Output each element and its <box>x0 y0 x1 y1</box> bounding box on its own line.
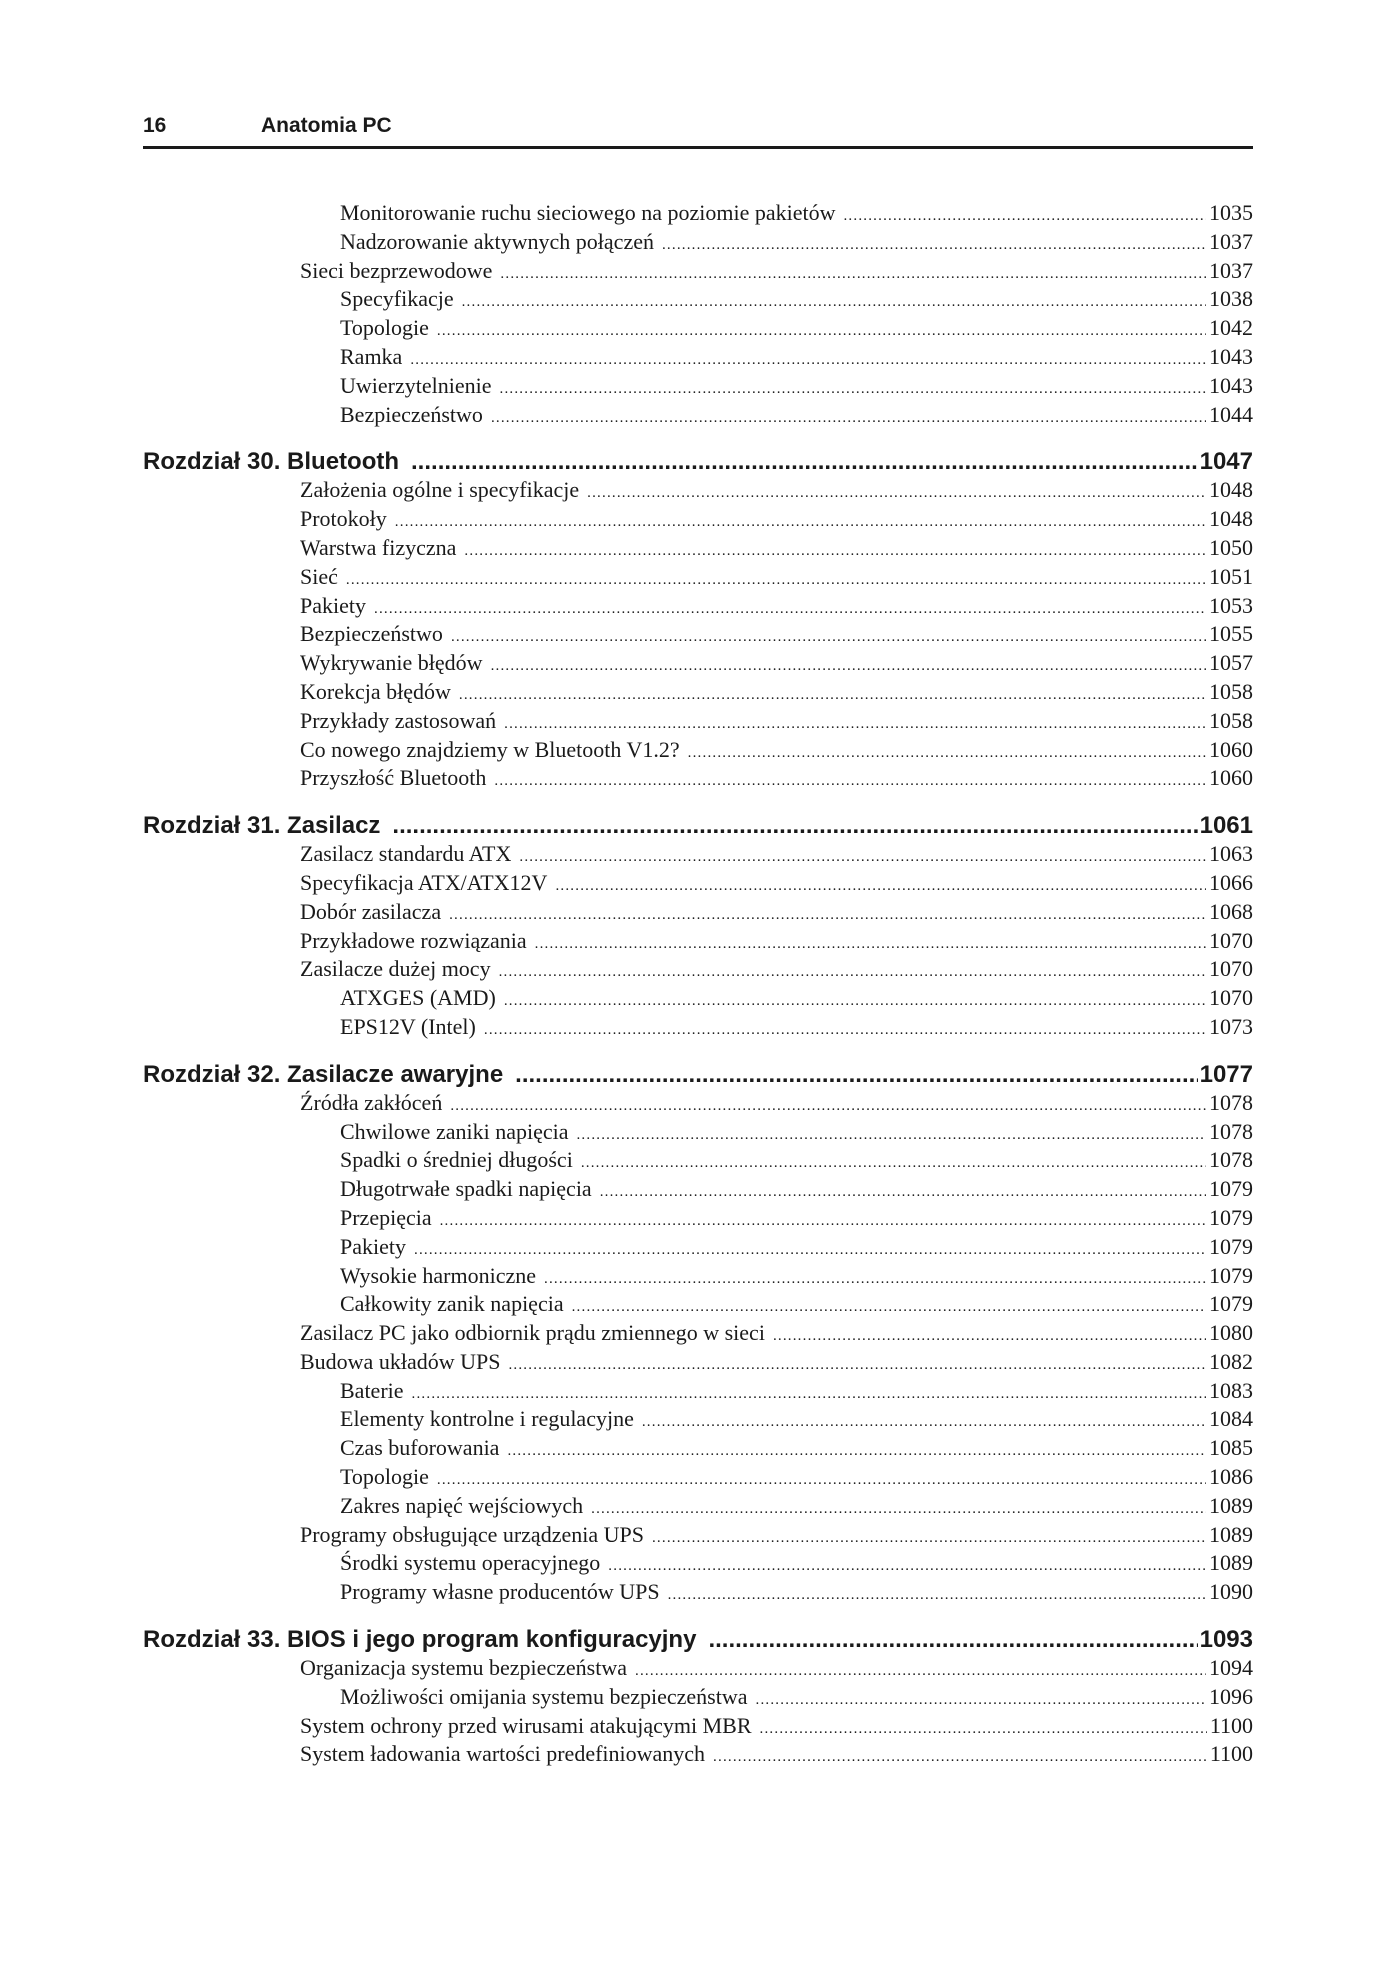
toc-entry-title: Korekcja błędów <box>300 678 451 704</box>
toc-entry-title: Rozdział 31. Zasilacz <box>143 812 381 840</box>
toc-entry-title: System ochrony przed wirusami atakującymi MBR <box>300 1712 752 1738</box>
dot-leader <box>500 260 1206 289</box>
toc-entry <box>143 955 1253 984</box>
dot-leader <box>555 872 1206 901</box>
toc-entry-title: Czas buforowania <box>340 1435 500 1461</box>
toc-entry-page: 1100 <box>1209 1712 1253 1738</box>
dot-leader <box>440 1207 1206 1236</box>
toc-entry-page: 1044 <box>1209 401 1253 427</box>
toc-chapter-entry <box>143 811 1253 840</box>
toc-entry-page: 1043 <box>1209 343 1253 369</box>
toc-entry <box>143 1521 1253 1550</box>
toc-entry <box>143 649 1253 678</box>
toc-entry-page: 1053 <box>1209 592 1253 618</box>
toc-entry <box>143 1348 1253 1377</box>
toc-entry-page: 1089 <box>1209 1521 1253 1547</box>
dot-leader <box>608 1552 1206 1581</box>
toc-entry <box>143 592 1253 621</box>
toc-entry-page: 1057 <box>1209 650 1253 676</box>
toc-entry-page: 1082 <box>1209 1348 1253 1374</box>
toc-entry <box>143 476 1253 505</box>
toc-entry-page: 1050 <box>1209 534 1253 560</box>
toc-entry-page: 1080 <box>1209 1320 1253 1346</box>
dot-leader <box>756 1686 1207 1715</box>
toc-entry <box>143 1118 1253 1147</box>
dot-leader <box>519 843 1206 872</box>
dot-leader <box>374 595 1206 624</box>
toc-entry-title: Bezpieczeństwo <box>340 401 483 427</box>
toc-entry <box>143 372 1253 401</box>
toc-entry-title: Bezpieczeństwo <box>300 621 443 647</box>
toc-entry <box>143 563 1253 592</box>
toc-entry <box>143 1492 1253 1521</box>
dot-leader <box>508 1351 1206 1380</box>
dot-leader <box>668 1581 1206 1610</box>
toc-entry <box>143 1089 1253 1118</box>
toc-entry-page: 1060 <box>1209 736 1253 762</box>
toc-entry <box>143 1683 1253 1712</box>
toc-entry-page: 1037 <box>1209 257 1253 283</box>
dot-leader <box>600 1178 1206 1207</box>
toc-entry <box>143 707 1253 736</box>
table-of-contents <box>143 199 1253 1769</box>
toc-entry-page: 1070 <box>1209 927 1253 953</box>
toc-entry-page: 1085 <box>1209 1435 1253 1461</box>
toc-entry-page: 1048 <box>1209 477 1253 503</box>
toc-entry-title: Sieć <box>300 563 338 589</box>
toc-entry-title: Specyfikacje <box>340 286 454 312</box>
toc-entry <box>143 736 1253 765</box>
toc-entry-page: 1058 <box>1209 707 1253 733</box>
toc-entry <box>143 678 1253 707</box>
toc-entry-page: 1078 <box>1209 1118 1253 1144</box>
dot-leader <box>760 1715 1207 1744</box>
toc-entry-title: Przykłady zastosowań <box>300 707 497 733</box>
toc-entry-page: 1060 <box>1209 765 1253 791</box>
toc-entry-title: Chwilowe zaniki napięcia <box>340 1118 569 1144</box>
toc-entry-title: Założenia ogólne i specyfikacje <box>300 477 580 503</box>
toc-entry-title: Budowa układów UPS <box>300 1348 501 1374</box>
toc-entry-title: Zakres napięć wejściowych <box>340 1492 584 1518</box>
toc-entry-page: 1051 <box>1209 563 1253 589</box>
toc-entry-page: 1079 <box>1209 1204 1253 1230</box>
toc-entry-title: Organizacja systemu bezpieczeństwa <box>300 1655 628 1681</box>
toc-entry <box>143 927 1253 956</box>
dot-leader <box>395 508 1206 537</box>
toc-entry-page: 1079 <box>1209 1176 1253 1202</box>
toc-entry <box>143 1262 1253 1291</box>
toc-entry-page: 1100 <box>1209 1741 1253 1767</box>
toc-entry-title: Programy własne producentów UPS <box>340 1579 660 1605</box>
dot-leader <box>507 1437 1206 1466</box>
toc-entry-title: Programy obsługujące urządzenia UPS <box>300 1521 644 1547</box>
toc-entry-title: Całkowity zanik napięcia <box>340 1291 564 1317</box>
toc-entry <box>143 1377 1253 1406</box>
dot-leader <box>576 1121 1206 1150</box>
dot-leader <box>451 623 1206 652</box>
toc-entry <box>143 1405 1253 1434</box>
toc-entry-page: 1058 <box>1209 678 1253 704</box>
dot-leader <box>392 811 1197 840</box>
toc-entry-title: Nadzorowanie aktywnych połączeń <box>340 228 654 254</box>
toc-entry-page: 1078 <box>1209 1089 1253 1115</box>
toc-entry-title: Źródła zakłóceń <box>300 1089 443 1115</box>
toc-entry <box>143 1578 1253 1607</box>
toc-entry-title: Możliwości omijania systemu bezpieczeństwa <box>340 1683 748 1709</box>
toc-entry-page: 1066 <box>1209 869 1253 895</box>
dot-leader <box>494 767 1206 796</box>
toc-entry-title: Przyszłość Bluetooth <box>300 765 487 791</box>
toc-entry <box>143 1175 1253 1204</box>
toc-entry-title: Przykładowe rozwiązania <box>300 927 527 953</box>
toc-entry-title: Dobór zasilacza <box>300 898 442 924</box>
toc-entry <box>143 1204 1253 1233</box>
toc-entry-page: 1090 <box>1209 1579 1253 1605</box>
toc-entry <box>143 764 1253 793</box>
toc-entry-page: 1047 <box>1199 448 1253 476</box>
toc-entry-title: Warstwa fizyczna <box>300 534 457 560</box>
toc-entry-page: 1070 <box>1209 985 1253 1011</box>
toc-entry <box>143 401 1253 430</box>
toc-entry-title: Rozdział 32. Zasilacze awaryjne <box>143 1060 504 1088</box>
dot-leader <box>642 1408 1206 1437</box>
toc-entry-title: Spadki o średniej długości <box>340 1147 573 1173</box>
toc-entry-title: Sieci bezprzewodowe <box>300 257 493 283</box>
toc-entry-page: 1055 <box>1209 621 1253 647</box>
toc-entry <box>143 840 1253 869</box>
toc-entry-page: 1079 <box>1209 1233 1253 1259</box>
toc-entry-page: 1037 <box>1209 228 1253 254</box>
toc-entry-title: Co nowego znajdziemy w Bluetooth V1.2? <box>300 736 680 762</box>
toc-entry-page: 1084 <box>1209 1406 1253 1432</box>
toc-entry-title: Środki systemu operacyjnego <box>340 1550 601 1576</box>
toc-entry-title: Przepięcia <box>340 1204 432 1230</box>
toc-entry-page: 1094 <box>1209 1655 1253 1681</box>
toc-entry-page: 1077 <box>1199 1060 1253 1088</box>
dot-leader <box>652 1524 1206 1553</box>
dot-leader <box>591 1495 1206 1524</box>
toc-entry <box>143 1013 1253 1042</box>
toc-entry <box>143 1146 1253 1175</box>
toc-entry-title: Wysokie harmoniczne <box>340 1262 536 1288</box>
toc-entry-title: Protokoły <box>300 506 387 532</box>
toc-entry <box>143 1740 1253 1769</box>
dot-leader <box>437 317 1206 346</box>
toc-entry-page: 1035 <box>1209 200 1253 225</box>
toc-entry <box>143 534 1253 563</box>
dot-leader <box>515 1060 1197 1089</box>
dot-leader <box>504 987 1206 1016</box>
toc-entry <box>143 285 1253 314</box>
toc-entry <box>143 620 1253 649</box>
dot-leader <box>500 375 1207 404</box>
dot-leader <box>581 1149 1206 1178</box>
toc-entry-page: 1089 <box>1209 1550 1253 1576</box>
toc-entry <box>143 1654 1253 1683</box>
toc-entry-title: System ładowania wartości predefiniowanych <box>300 1741 706 1767</box>
dot-leader <box>662 231 1206 260</box>
toc-entry-page: 1079 <box>1209 1291 1253 1317</box>
toc-entry-page: 1043 <box>1209 372 1253 398</box>
toc-chapter-entry <box>143 1060 1253 1089</box>
toc-chapter-entry <box>143 1625 1253 1654</box>
toc-entry <box>143 343 1253 372</box>
dot-leader <box>688 739 1206 768</box>
dot-leader <box>459 681 1206 710</box>
toc-entry-title: EPS12V (Intel) <box>340 1013 476 1039</box>
toc-entry-page: 1078 <box>1209 1147 1253 1173</box>
toc-entry <box>143 1712 1253 1741</box>
toc-entry-title: Długotrwałe spadki napięcia <box>340 1176 592 1202</box>
toc-entry-page: 1042 <box>1209 315 1253 341</box>
toc-entry <box>143 257 1253 286</box>
dot-leader <box>462 288 1206 317</box>
toc-entry <box>143 1319 1253 1348</box>
toc-entry-title: Zasilacze dużej mocy <box>300 956 491 982</box>
dot-leader <box>713 1743 1207 1772</box>
toc-entry-page: 1048 <box>1209 506 1253 532</box>
toc-entry-page: 1073 <box>1209 1013 1253 1039</box>
toc-entry-title: Monitorowanie ruchu sieciowego na poziomie pakietów <box>340 200 836 225</box>
toc-entry-page: 1061 <box>1199 812 1253 840</box>
toc-entry <box>143 314 1253 343</box>
dot-leader <box>484 1016 1206 1045</box>
toc-entry <box>143 1549 1253 1578</box>
book-title: Anatomia PC <box>261 114 392 137</box>
dot-leader <box>773 1322 1206 1351</box>
dot-leader <box>587 479 1206 508</box>
toc-entry-title: Topologie <box>340 315 429 341</box>
toc-entry <box>143 505 1253 534</box>
dot-leader <box>491 404 1206 433</box>
toc-entry-title: Pakiety <box>340 1233 406 1259</box>
toc-chapter-entry <box>143 447 1253 476</box>
toc-entry-page: 1038 <box>1209 286 1253 312</box>
toc-entry-title: Elementy kontrolne i regulacyjne <box>340 1406 634 1432</box>
dot-leader <box>346 566 1206 595</box>
dot-leader <box>450 1092 1206 1121</box>
toc-entry-page: 1096 <box>1209 1683 1253 1709</box>
toc-entry-title: Zasilacz PC jako odbiornik prądu zmiennego w sieci <box>300 1320 765 1346</box>
dot-leader <box>449 901 1206 930</box>
dot-leader <box>499 958 1206 987</box>
dot-leader <box>708 1625 1197 1654</box>
dot-leader <box>464 537 1206 566</box>
toc-entry <box>143 984 1253 1013</box>
dot-leader <box>535 930 1206 959</box>
toc-entry-title: Uwierzytelnienie <box>340 372 492 398</box>
toc-entry-page: 1063 <box>1209 841 1253 867</box>
toc-entry-title: Baterie <box>340 1377 404 1403</box>
toc-entry-page: 1089 <box>1209 1492 1253 1518</box>
toc-entry <box>143 1434 1253 1463</box>
toc-entry <box>143 869 1253 898</box>
toc-entry-page: 1068 <box>1209 898 1253 924</box>
toc-entry-page: 1086 <box>1209 1464 1253 1490</box>
dot-leader <box>410 346 1206 375</box>
dot-leader <box>843 202 1206 231</box>
toc-entry-page: 1083 <box>1209 1377 1253 1403</box>
page-number: 16 <box>143 114 167 137</box>
dot-leader <box>437 1466 1206 1495</box>
dot-leader <box>411 447 1198 476</box>
dot-leader <box>491 652 1206 681</box>
dot-leader <box>635 1657 1206 1686</box>
toc-entry <box>143 1290 1253 1319</box>
page-header <box>143 108 1253 149</box>
toc-entry <box>143 228 1253 257</box>
toc-entry-page: 1079 <box>1209 1262 1253 1288</box>
dot-leader <box>412 1380 1206 1409</box>
toc-entry-title: Zasilacz standardu ATX <box>300 841 512 867</box>
toc-entry-page: 1070 <box>1209 956 1253 982</box>
dot-leader <box>572 1293 1206 1322</box>
dot-leader <box>544 1265 1206 1294</box>
toc-entry-title: Wykrywanie błędów <box>300 650 483 676</box>
toc-entry-title: Specyfikacja ATX/ATX12V <box>300 869 548 895</box>
toc-entry-title: Rozdział 30. Bluetooth <box>143 448 400 476</box>
toc-entry-title: Ramka <box>340 343 403 369</box>
toc-entry <box>143 1233 1253 1262</box>
toc-entry <box>143 1463 1253 1492</box>
toc-entry-title: Rozdział 33. BIOS i jego program konfiguracyjny <box>143 1626 697 1654</box>
toc-entry-page: 1093 <box>1199 1626 1253 1654</box>
toc-entry <box>143 199 1253 228</box>
toc-entry-title: Pakiety <box>300 592 366 618</box>
toc-entry-title: Topologie <box>340 1464 429 1490</box>
toc-entry <box>143 898 1253 927</box>
dot-leader <box>504 710 1206 739</box>
dot-leader <box>414 1236 1206 1265</box>
toc-entry-title: ATXGES (AMD) <box>340 985 496 1011</box>
